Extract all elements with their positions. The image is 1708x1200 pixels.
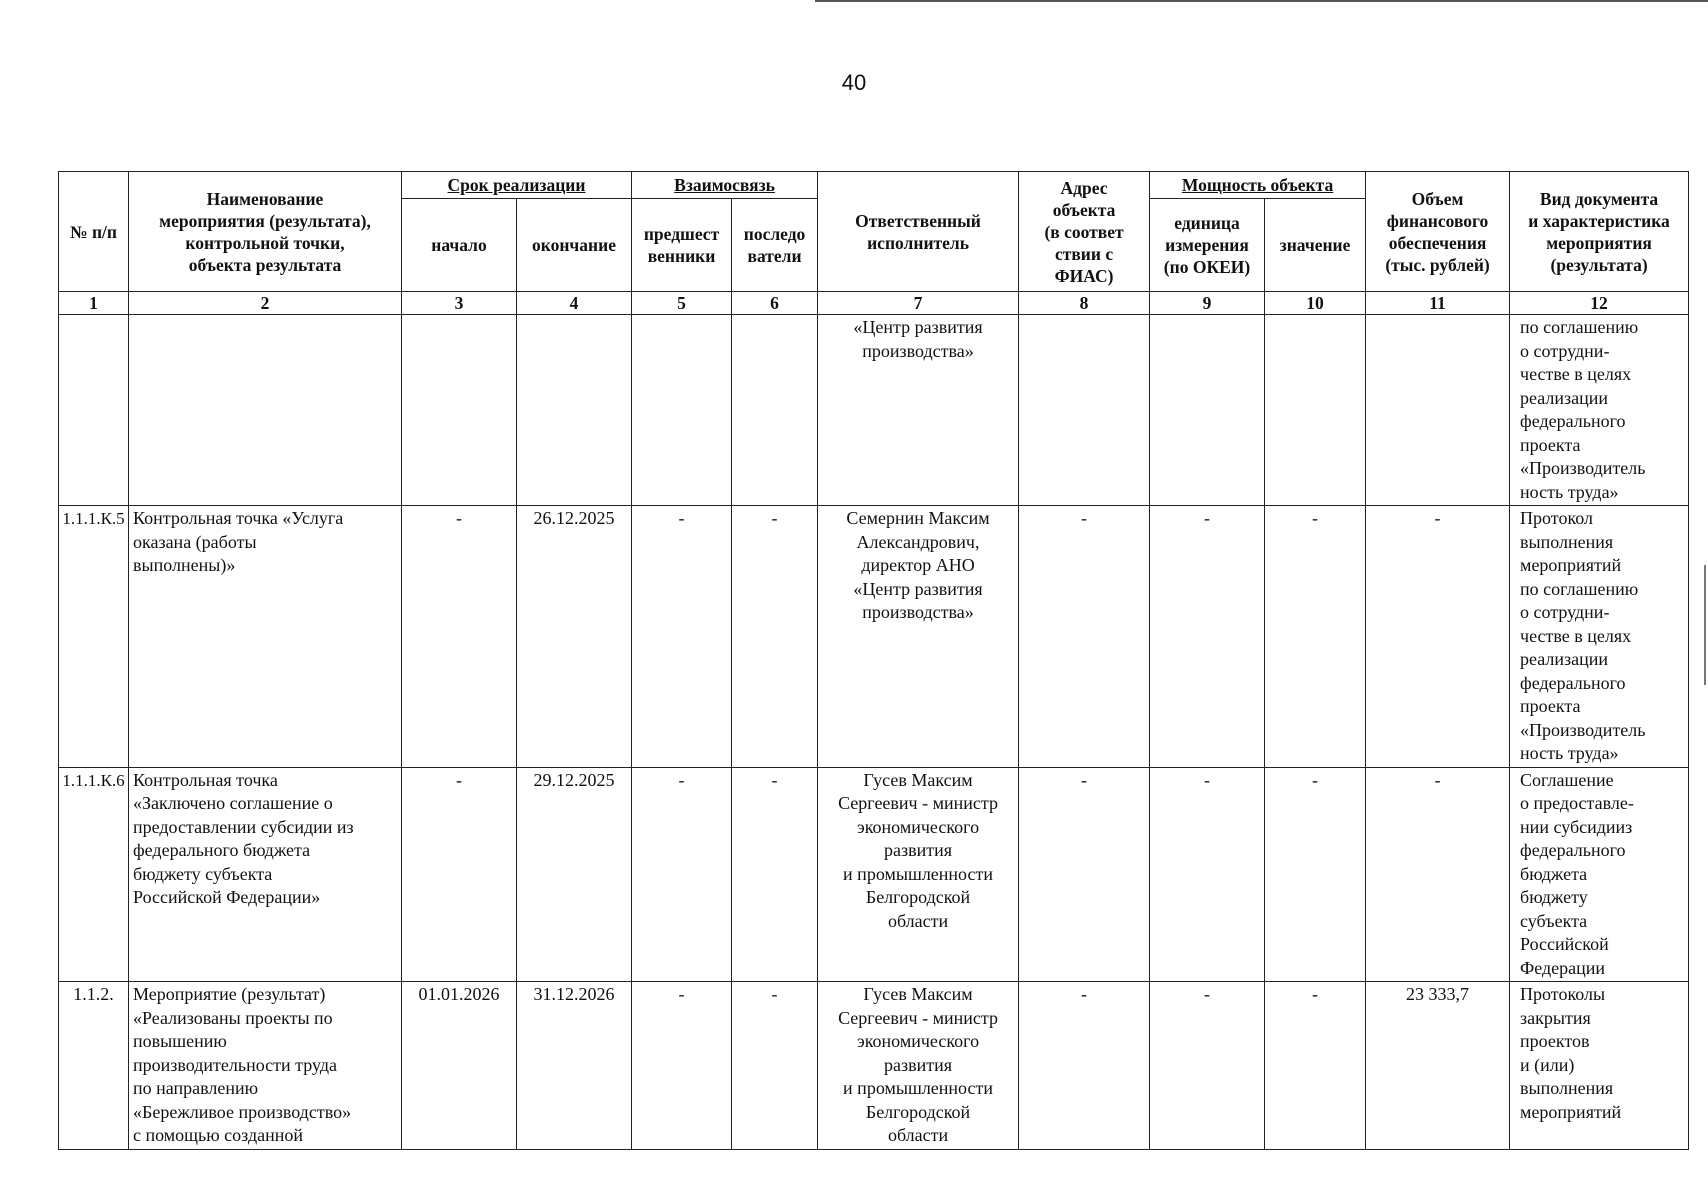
cell-pred	[632, 315, 732, 506]
header-period-label: Срок реализации	[447, 175, 586, 195]
col-number: 6	[732, 292, 818, 315]
header-doc: Вид документа и характеристика мероприятия (результата)	[1510, 172, 1689, 292]
cell-end: 31.12.2026	[517, 982, 632, 1150]
cell-address: -	[1019, 982, 1150, 1150]
table-row	[59, 315, 1689, 506]
header-start: начало	[402, 199, 517, 292]
header-pred: предшест венники	[632, 199, 732, 292]
cell-start: 01.01.2026	[402, 982, 517, 1150]
cell-finance	[1366, 315, 1510, 506]
col-number: 4	[517, 292, 632, 315]
cell-name: Контрольная точка «Услуга оказана (работы выполнены)»	[129, 506, 402, 768]
cell-value: -	[1265, 982, 1366, 1150]
cell-exec: Гусев Максим Сергеевич - министр экономического развития и промышленности Белгородской области	[818, 767, 1019, 982]
header-num: № п/п	[59, 172, 129, 292]
margin-mark	[1704, 565, 1706, 685]
col-number: 7	[818, 292, 1019, 315]
cell-finance: 23 333,7	[1366, 982, 1510, 1150]
header-link-label: Взаимосвязь	[674, 175, 775, 195]
cell-doc: Соглашение о предоставле- нии субсидииз федерального бюджета бюджету субъекта Российской Федерации	[1510, 767, 1689, 982]
header-name: Наименование мероприятия (результата), контрольной точки, объекта результата	[129, 172, 402, 292]
cell-num: 1.1.1.К.5	[59, 506, 129, 768]
col-number: 1	[59, 292, 129, 315]
header-link	[632, 172, 818, 199]
cell-doc: по соглашению о сотрудни- честве в целях реализации федерального проекта «Производитель ность труда»	[1510, 315, 1689, 506]
cell-value: -	[1265, 767, 1366, 982]
cell-succ	[732, 315, 818, 506]
col-number: 5	[632, 292, 732, 315]
cell-finance: -	[1366, 506, 1510, 768]
table-row	[59, 767, 1689, 982]
header-succ: последо ватели	[732, 199, 818, 292]
cell-name	[129, 315, 402, 506]
cell-unit	[1150, 315, 1265, 506]
header-end: окончание	[517, 199, 632, 292]
header-exec: Ответственный исполнитель	[818, 172, 1019, 292]
cell-exec: «Центр развития производства»	[818, 315, 1019, 506]
col-number: 2	[129, 292, 402, 315]
cell-value	[1265, 315, 1366, 506]
cell-address	[1019, 315, 1150, 506]
cell-doc: Протоколы закрытия проектов и (или) выполнения мероприятий	[1510, 982, 1689, 1150]
cell-doc: Протокол выполнения мероприятий по соглашению о сотрудни- честве в целях реализации федерального проекта «Производитель ность труда»	[1510, 506, 1689, 768]
header-capacity	[1150, 172, 1366, 199]
cell-address: -	[1019, 767, 1150, 982]
cell-end: 26.12.2025	[517, 506, 632, 768]
col-number: 10	[1265, 292, 1366, 315]
col-number: 8	[1019, 292, 1150, 315]
header-finance: Объем финансового обеспечения (тыс. рублей)	[1366, 172, 1510, 292]
cell-unit: -	[1150, 982, 1265, 1150]
cell-unit: -	[1150, 506, 1265, 768]
cell-succ: -	[732, 506, 818, 768]
col-number: 3	[402, 292, 517, 315]
cell-end: 29.12.2025	[517, 767, 632, 982]
cell-pred: -	[632, 767, 732, 982]
cell-succ: -	[732, 767, 818, 982]
table-row	[59, 982, 1689, 1150]
cell-exec: Семернин Максим Александрович, директор АНО «Центр развития производства»	[818, 506, 1019, 768]
cell-num: 1.1.2.	[59, 982, 129, 1150]
col-number: 9	[1150, 292, 1265, 315]
col-number: 12	[1510, 292, 1689, 315]
header-address: Адрес объекта (в соответ ствии с ФИАС)	[1019, 172, 1150, 292]
cell-name: Контрольная точка «Заключено соглашение о предоставлении субсидии из федерального бюджета бюджету субъекта Российской Федерации»	[129, 767, 402, 982]
header-period	[402, 172, 632, 199]
cell-value: -	[1265, 506, 1366, 768]
cell-name: Мероприятие (результат) «Реализованы проекты по повышению производительности труда по направлению «Бережливое производство» с помощью созданной	[129, 982, 402, 1150]
cell-start	[402, 315, 517, 506]
plan-table	[58, 171, 1689, 1150]
col-number: 11	[1366, 292, 1510, 315]
cell-pred: -	[632, 982, 732, 1150]
header-value: значение	[1265, 199, 1366, 292]
page-number: 40	[841, 70, 867, 95]
cell-succ: -	[732, 982, 818, 1150]
cell-finance: -	[1366, 767, 1510, 982]
cell-end	[517, 315, 632, 506]
top-rule	[815, 0, 1708, 2]
cell-pred: -	[632, 506, 732, 768]
cell-num: 1.1.1.К.6	[59, 767, 129, 982]
cell-start: -	[402, 506, 517, 768]
cell-unit: -	[1150, 767, 1265, 982]
header-unit: единица измерения (по ОКЕИ)	[1150, 199, 1265, 292]
header-capacity-label: Мощность объекта	[1181, 175, 1334, 195]
cell-address: -	[1019, 506, 1150, 768]
cell-start: -	[402, 767, 517, 982]
table-row	[59, 506, 1689, 768]
cell-exec: Гусев Максим Сергеевич - министр экономического развития и промышленности Белгородской области	[818, 982, 1019, 1150]
cell-num	[59, 315, 129, 506]
